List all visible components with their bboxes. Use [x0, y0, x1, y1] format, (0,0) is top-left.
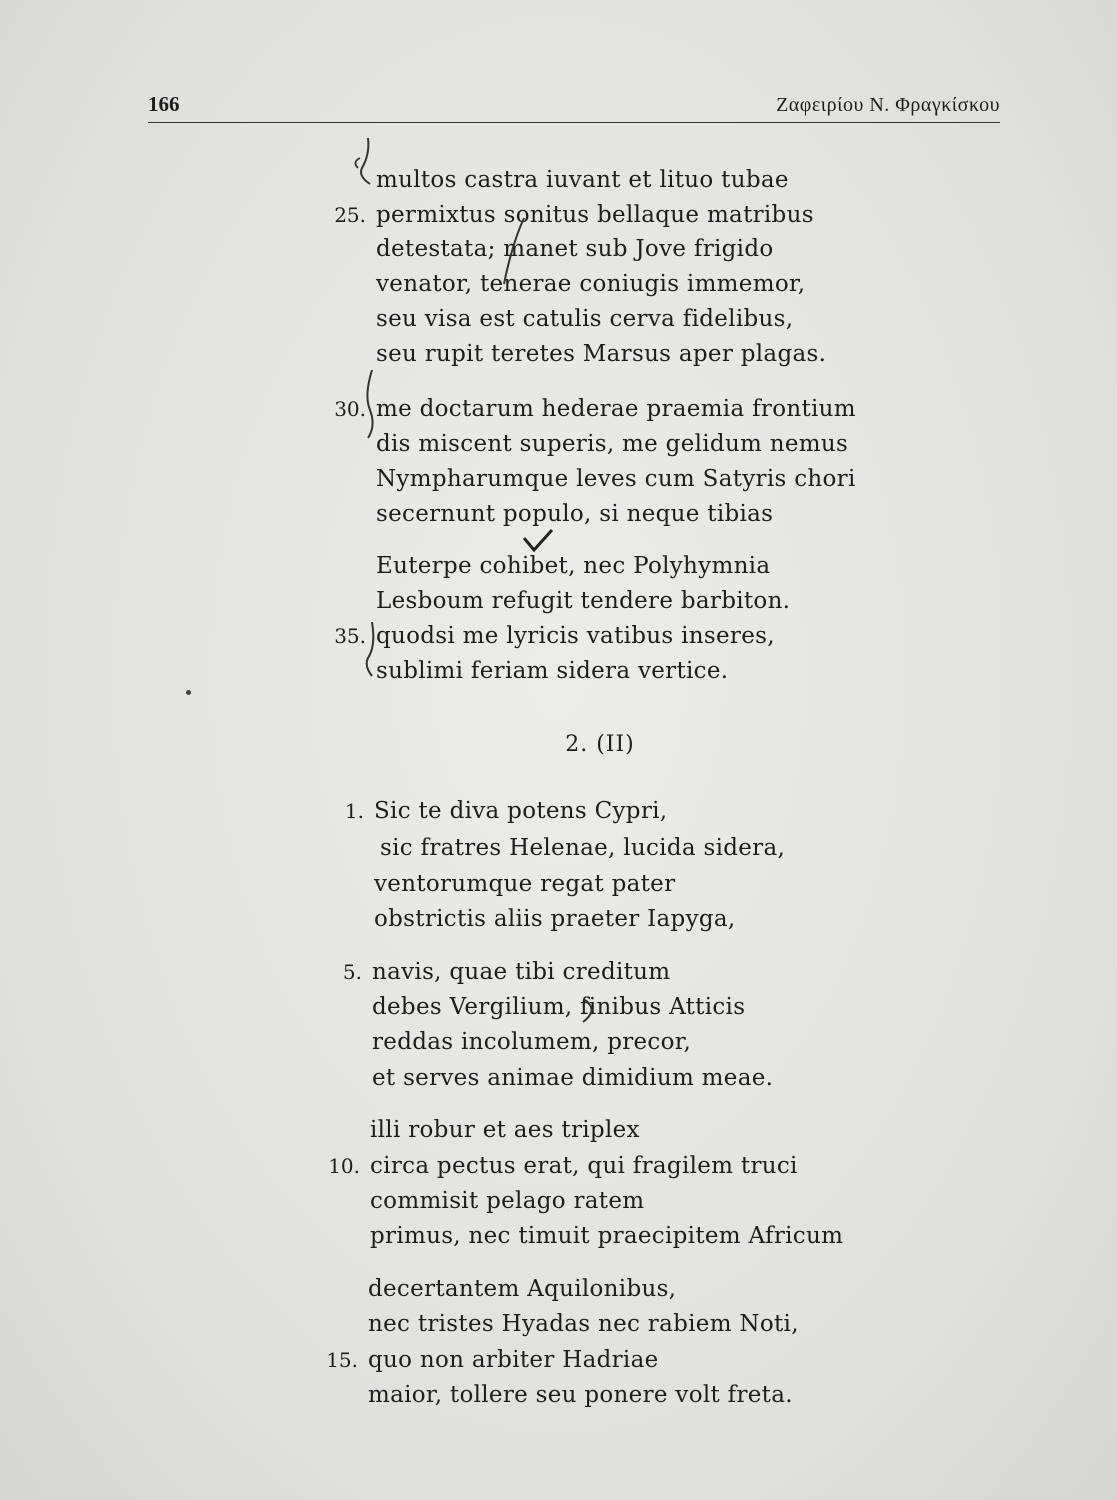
pencil-stroke-mark: [490, 214, 530, 294]
verse-line: maior, tollere seu ponere volt freta.: [368, 1382, 793, 1408]
verse-line: secernunt populo, si neque tibias: [376, 501, 774, 527]
verse-line: obstrictis aliis praeter Iapyga,: [374, 906, 736, 932]
verse-line: sic fratres Helenae, lucida sidera,: [380, 835, 786, 861]
stray-ink-dot: [186, 690, 191, 695]
verse-line: sublimi feriam sidera vertice.: [376, 658, 729, 684]
verse-line: venator, tenerae coniugis immemor,: [376, 271, 806, 297]
pencil-comma-mark: [575, 996, 605, 1026]
verse-line: primus, nec timuit praecipitem Africum: [370, 1223, 844, 1249]
verse-line: reddas incolumem, precor,: [372, 1029, 692, 1055]
pencil-check-mark: [520, 528, 556, 554]
pencil-bracket-mark: [340, 134, 390, 194]
verse-line: detestata; manet sub Jove frigido: [376, 236, 774, 262]
verse-line: decertantem Aquilonibus,: [368, 1276, 677, 1302]
verse-line: et serves animae dimidium meae.: [372, 1065, 774, 1091]
page-header: [148, 92, 1000, 123]
verse-line: 35. quodsi me lyricis vatibus inseres,: [334, 623, 775, 649]
pencil-bracket-mark: [336, 366, 384, 440]
ode-title: 2. (II): [565, 732, 635, 757]
verse-line: ventorumque regat pater: [374, 871, 676, 897]
verse-line: seu rupit teretes Marsus aper plagas.: [376, 341, 827, 367]
verse-line: seu visa est catulis cerva fidelibus,: [376, 306, 794, 332]
pencil-bracket-mark: [350, 618, 380, 680]
verse-line: multos castra iuvant et lituo tubae: [376, 167, 789, 193]
verse-line: 30. me doctarum hederae praemia frontium: [334, 396, 856, 422]
verse-line: 10. circa pectus erat, qui fragilem truci: [328, 1153, 798, 1179]
verse-line: 25. permixtus sonitus bellaque matribus: [334, 202, 814, 228]
verse-line: Euterpe cohibet, nec Polyhymnia: [376, 553, 771, 579]
verse-line: debes Vergilium, finibus Atticis: [372, 994, 746, 1020]
verse-line: Nympharumque leves cum Satyris chori: [376, 466, 856, 492]
verse-line: 15. quo non arbiter Hadriae: [326, 1347, 659, 1373]
running-head: Ζαφειρίου Ν. Φραγκίσκου: [776, 94, 1000, 116]
page-number: 166: [148, 92, 180, 116]
verse-line: Lesboum refugit tendere barbiton.: [376, 588, 791, 614]
verse-line: nec tristes Hyadas nec rabiem Noti,: [368, 1311, 799, 1337]
verse-line: commisit pelago ratem: [370, 1188, 645, 1214]
verse-line: illi robur et aes triplex: [370, 1117, 640, 1143]
verse-line: dis miscent superis, me gelidum nemus: [376, 431, 849, 457]
verse-line: 1. Sic te diva potens Cypri,: [344, 798, 668, 824]
verse-line: 5. navis, quae tibi creditum: [342, 959, 671, 985]
